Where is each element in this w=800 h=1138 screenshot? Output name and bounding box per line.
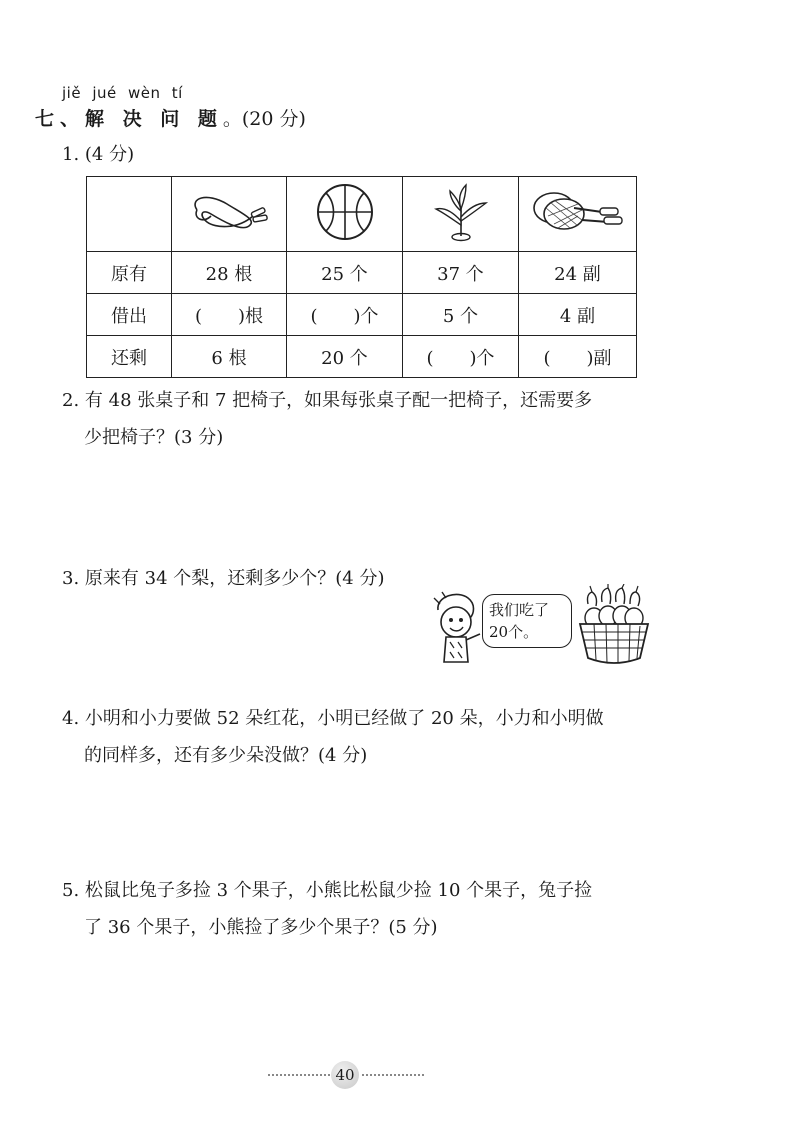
table-row — [87, 294, 637, 336]
table-cell: 24 副 — [519, 252, 637, 294]
table-corner-cell — [87, 177, 172, 252]
table-cell: 37 个 — [403, 252, 519, 294]
table-icon-row — [87, 177, 637, 252]
answer-blank-cell[interactable]: ( )个 — [403, 336, 519, 378]
basketball-cell — [287, 177, 403, 252]
question-4-line-1: 4. 小明和小力要做 52 朵红花，小明已经做了 20 朵，小力和小明做 — [62, 708, 604, 729]
answer-blank-cell[interactable]: ( )副 — [519, 336, 637, 378]
table-cell: 4 副 — [519, 294, 637, 336]
child-illustration — [428, 590, 484, 670]
jump-rope-cell — [172, 177, 287, 252]
table-cell: 6 根 — [172, 336, 287, 378]
row-head-original: 原有 — [87, 252, 172, 294]
question-1-label: 1. (4 分) — [62, 144, 135, 165]
question-5-line-2: 了 36 个果子，小熊捡了多少个果子？(5 分) — [84, 917, 438, 938]
page-footer — [268, 1060, 438, 1090]
page-number: 40 — [331, 1061, 359, 1089]
row-head-remaining: 还剩 — [87, 336, 172, 378]
question-4-line-2: 的同样多，还有多少朵没做？(4 分) — [84, 745, 368, 766]
plant-icon — [430, 181, 492, 243]
question-2-line-2: 少把椅子？(3 分) — [84, 427, 224, 448]
badminton-racket-icon — [528, 186, 628, 238]
pear-basket-icon — [574, 584, 654, 670]
table-cell: 25 个 — [287, 252, 403, 294]
answer-blank-cell[interactable]: ( )根 — [172, 294, 287, 336]
table-row — [87, 252, 637, 294]
table-cell: 28 根 — [172, 252, 287, 294]
footer-dots-left — [268, 1074, 330, 1076]
section-title — [35, 104, 306, 131]
question-5 — [62, 872, 682, 946]
footer-dots-right — [362, 1074, 424, 1076]
section-pinyin: jiě jué wèn tí — [62, 84, 183, 102]
plant-cell — [403, 177, 519, 252]
section-title-text: 七、解 决 问 题 — [35, 108, 223, 130]
table-cell: 5 个 — [403, 294, 519, 336]
question-1-table — [86, 176, 637, 378]
section-points: 。(20 分) — [222, 108, 306, 130]
racket-cell — [519, 177, 637, 252]
speech-line-1: 我们吃了 — [489, 601, 550, 619]
row-head-lent: 借出 — [87, 294, 172, 336]
answer-blank-cell[interactable]: ( )个 — [287, 294, 403, 336]
jump-rope-icon — [187, 190, 271, 234]
basketball-icon — [314, 181, 376, 243]
table-cell: 20 个 — [287, 336, 403, 378]
question-5-line-1: 5. 松鼠比兔子多捡 3 个果子，小熊比松鼠少捡 10 个果子，兔子捡 — [62, 880, 593, 901]
question-3-line-1: 3. 原来有 34 个梨，还剩多少个？(4 分) — [62, 568, 385, 589]
question-2-line-1: 2. 有 48 张桌子和 7 把椅子，如果每张桌子配一把椅子，还需要多 — [62, 390, 593, 411]
question-2 — [62, 382, 682, 456]
table-row — [87, 336, 637, 378]
question-4 — [62, 700, 682, 774]
speech-bubble — [482, 594, 572, 648]
speech-line-2: 20个。 — [489, 623, 539, 641]
